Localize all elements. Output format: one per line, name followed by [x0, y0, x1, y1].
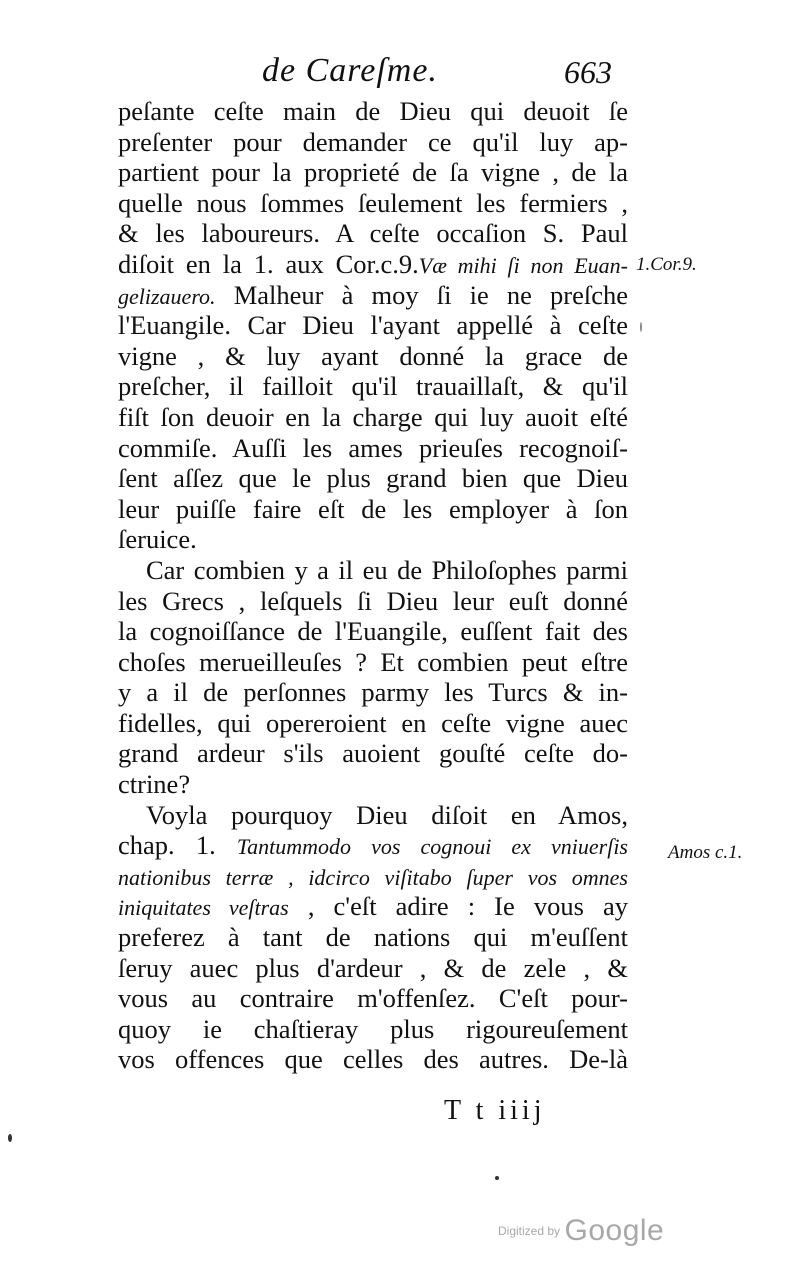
- text-line: & les laboureurs. A ceſte occaſion S. Paul: [118, 218, 628, 249]
- text-line: vous au contraire m'offenſez. C'eſt pour-: [118, 983, 628, 1014]
- watermark-prefix: Digitized by: [498, 1224, 561, 1238]
- text-line: partient pour la proprieté de ſa vigne , de la: [118, 157, 628, 188]
- text-line: quoy ie chaſtieray plus rigoureuſement: [118, 1013, 628, 1044]
- text-line: ctrine?: [118, 769, 191, 800]
- text-line: [118, 830, 628, 861]
- text-line: preſenter pour demander ce qu'il luy ap-: [118, 126, 628, 157]
- running-head: de Careſme.: [262, 52, 438, 89]
- text-line: [118, 891, 628, 922]
- text-span: Malheur à moy ſi ie ne preſche: [215, 279, 628, 310]
- text-line: fiſt ſon deuoir en la charge qui luy auoit eſté: [118, 401, 628, 432]
- latin-quote: Tantummodo vos cognoui ex vniuerſis: [236, 834, 628, 860]
- page-number: 663: [564, 54, 612, 90]
- ink-speck: [640, 322, 642, 332]
- text-line: commiſe. Auſſi les ames prieuſes recognoiſ-: [118, 432, 628, 463]
- margin-note-cor: 1.Cor.9.: [636, 254, 697, 275]
- text-line: Car combien y a il eu de Philoſophes parmi: [146, 554, 628, 585]
- text-line: leur puiſſe faire eſt de les employer à ſon: [118, 493, 628, 524]
- text-line: preſcher, il failloit qu'il trauaillaſt, & qu'il: [118, 371, 628, 402]
- text-line: y a il de perſonnes parmy les Turcs & in-: [118, 677, 628, 708]
- latin-quote: iniquitates veſtras: [118, 895, 289, 921]
- text-line: ſeruy auec plus d'ardeur , & de zele , &: [118, 952, 628, 983]
- text-line: l'Euangile. Car Dieu l'ayant appellé à ceſte: [118, 310, 628, 341]
- text-span: diſoit en la 1. aux Cor.c.9.: [118, 248, 419, 279]
- text-line: [118, 861, 628, 892]
- margin-note-amos: Amos c.1.: [668, 842, 743, 863]
- text-line: les Grecs , leſquels ſi Dieu leur euſt donné: [118, 585, 628, 616]
- google-logo-text: Google: [564, 1214, 665, 1247]
- digitized-by-google-watermark: [498, 1214, 664, 1248]
- text-line: [118, 280, 628, 311]
- text-line: quelle nous ſommes ſeulement les fermiers ,: [118, 187, 628, 218]
- text-line: peſante ceſte main de Dieu qui deuoit ſe: [118, 96, 628, 126]
- text-line: Voyla pourquoy Dieu diſoit en Amos,: [146, 799, 628, 830]
- text-line: choſes merueilleuſes ? Et combien peut eſtre: [118, 646, 628, 677]
- latin-quote: gelizauero.: [118, 283, 216, 309]
- latin-quote: Væ mihi ſi non Euan-: [418, 252, 628, 278]
- text-line: grand ardeur s'ils auoient gouſté ceſte do-: [118, 738, 628, 769]
- ink-speck: [495, 1176, 499, 1180]
- signature-mark: T t iiij: [444, 1095, 546, 1126]
- text-line: vigne , & luy ayant donné la grace de: [118, 340, 628, 371]
- text-line: ſeruice.: [118, 524, 197, 555]
- ink-speck: [8, 1134, 12, 1142]
- text-line: [118, 249, 628, 280]
- text-line: la cognoiſſance de l'Euangile, euſſent fait des: [118, 616, 628, 647]
- text-line: vos offences que celles des autres. De-là: [118, 1044, 628, 1075]
- body-text: [118, 96, 628, 1075]
- text-line: fidelles, qui opereroient en ceſte vigne auec: [118, 707, 628, 738]
- text-span: , c'eſt adire : Ie vous ay: [288, 891, 628, 922]
- text-line: preferez à tant de nations qui m'euſſent: [118, 922, 628, 953]
- latin-quote: nationibus terræ , idcirco viſitabo ſuper vos omnes: [118, 864, 628, 890]
- page-header: [0, 52, 787, 96]
- text-span: chap. 1.: [118, 830, 237, 861]
- text-line: ſent aſſez que le plus grand bien que Dieu: [118, 463, 628, 494]
